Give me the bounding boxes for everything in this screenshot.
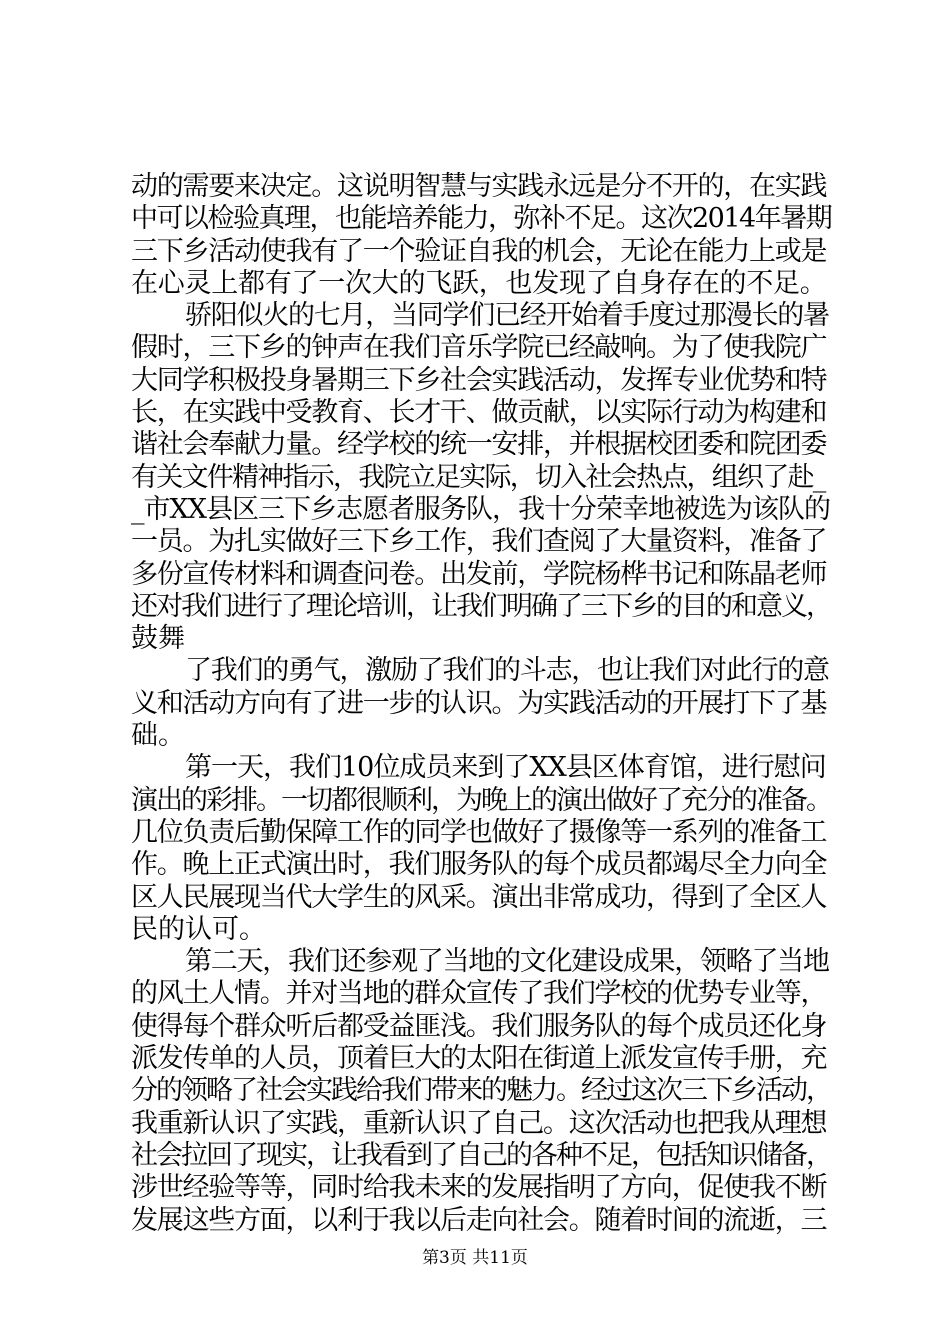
text-line: 涉世经验等等，同时给我未来的发展指明了方向，促使我不断 xyxy=(131,1172,827,1204)
text-line: 的风土人情。并对当地的群众宣传了我们学校的优势专业等， xyxy=(131,978,827,1010)
text-line: 我重新认识了实践，重新认识了自己。这次活动也把我从理想 xyxy=(131,1107,827,1139)
page-number-footer: 第3页 共11页 xyxy=(422,1248,528,1268)
text-line: 使得每个群众听后都受益匪浅。我们服务队的每个成员还化身 xyxy=(131,1010,827,1042)
paragraph-first-line: 第二天，我们还参观了当地的文化建设成果，领略了当地 xyxy=(185,946,829,978)
text-line: 民的认可。 xyxy=(131,913,266,945)
text-line: 中可以检验真理，也能培养能力，弥补不足。这次2014年暑期 xyxy=(131,203,832,235)
text-line: 三下乡活动使我有了一个验证自我的机会，无论在能力上或是 xyxy=(131,235,827,267)
text-line: 一员。为扎实做好三下乡工作，我们查阅了大量资料，准备了 xyxy=(131,526,827,558)
text-line: 发展这些方面，以利于我以后走向社会。随着时间的流逝，三 xyxy=(131,1204,827,1236)
text-line: 几位负责后勤保障工作的同学也做好了摄像等一系列的准备工 xyxy=(131,816,827,848)
text-line: 分的领略了社会实践给我们带来的魅力。经过这次三下乡活动， xyxy=(131,1075,831,1107)
paragraph-first-line: 第一天，我们10位成员来到了XX县区体育馆，进行慰问 xyxy=(185,752,826,784)
text-line: 义和活动方向有了进一步的认识。为实践活动的开展打下了基 xyxy=(131,687,827,719)
text-line: 动的需要来决定。这说明智慧与实践永远是分不开的，在实践 xyxy=(131,171,827,202)
paragraph-first-line: 了我们的勇气，激励了我们的斗志，也让我们对此行的意 xyxy=(185,655,829,687)
text-line: 在心灵上都有了一次大的飞跃，也发现了自身存在的不足。 xyxy=(131,267,827,299)
paragraph-first-line: 骄阳似火的七月，当同学们已经开始着手度过那漫长的暑 xyxy=(185,300,829,332)
text-line: 谐社会奉献力量。经学校的统一安排，并根据校团委和院团委 xyxy=(131,429,827,461)
text-line: 大同学积极投身暑期三下乡社会实践活动，发挥专业优势和特 xyxy=(131,364,827,396)
text-line: 社会拉回了现实，让我看到了自己的各种不足，包括知识储备， xyxy=(131,1139,831,1171)
text-line: 演出的彩排。一切都很顺利，为晚上的演出做好了充分的准备。 xyxy=(131,784,831,816)
text-line: 鼓舞 xyxy=(131,623,185,655)
text-line: 假时，三下乡的钟声在我们音乐学院已经敲响。为了使我院广 xyxy=(131,332,827,364)
text-line: 还对我们进行了理论培训，让我们明确了三下乡的目的和意义， xyxy=(131,590,831,622)
document-body xyxy=(131,171,831,1237)
text-line: 多份宣传材料和调查问卷。出发前，学院杨桦书记和陈晶老师 xyxy=(131,558,827,590)
text-line: 区人民展现当代大学生的风采。演出非常成功，得到了全区人 xyxy=(131,881,827,913)
text-line: 作。晚上正式演出时，我们服务队的每个成员都竭尽全力向全 xyxy=(131,849,827,881)
text-line: 础。 xyxy=(131,720,185,752)
text-line: _市XX县区三下乡志愿者服务队，我十分荣幸地被选为该队的 xyxy=(131,493,830,525)
text-line: 派发传单的人员，顶着巨大的太阳在街道上派发宣传手册，充 xyxy=(131,1043,827,1075)
text-line: 有关文件精神指示，我院立足实际，切入社会热点，组织了赴_ xyxy=(131,461,825,493)
text-line: 长，在实践中受教育、长才干、做贡献，以实际行动为构建和 xyxy=(131,397,827,429)
